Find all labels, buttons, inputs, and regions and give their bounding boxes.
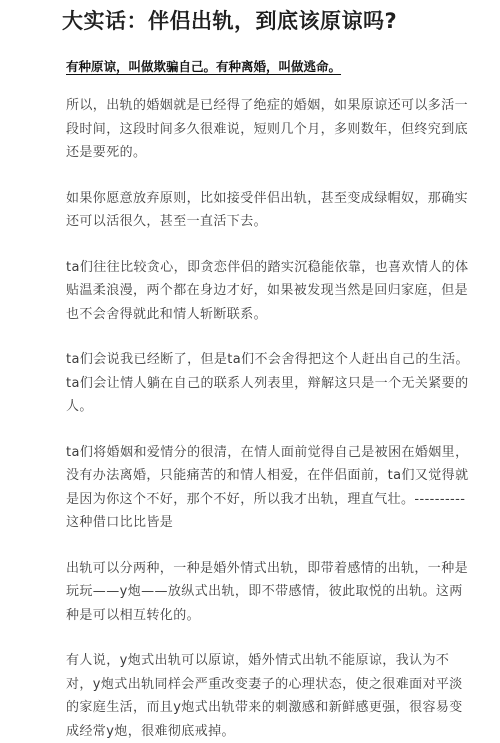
paragraph: 有人说，y炮式出轨可以原谅，婚外情式出轨不能原谅，我认为不对，y炮式出轨同样会严重改变妻子的心理状态，使之很难面对平淡的家庭生活，而且y炮式出轨带来的刺激感和新鲜感更强，很容易变成经常y炮，很难彻底戒掉。 bbox=[66, 653, 463, 739]
paragraph: 出轨可以分两种，一种是婚外情式出轨，即带着感情的出轨，一种是玩玩——y炮——放纵式出轨，即不带感情，彼此取悦的出轨。这两种是可以相互转化的。 bbox=[66, 560, 469, 623]
paragraph: ta们将婚姻和爱情分的很清，在情人面前觉得自己是被困在婚姻里，没有办法离婚，只能痛苦的和情人相爱，在伴侣面前，ta们又觉得就是因为你这个不好，那个不好，所以我才出轨，理直气壮。----------这种借口比比皆是 bbox=[66, 444, 469, 530]
article-lead: 有种原谅，叫做欺骗自己。有种离婚，叫做逃命。 bbox=[66, 59, 342, 74]
paragraph: 所以，出轨的婚姻就是已经得了绝症的婚姻，如果原谅还可以多活一段时间，这段时间多久很难说，短则几个月，多则数年，但终究到底还是要死的。 bbox=[66, 98, 469, 160]
paragraph: ta们往往比较贪心，即贪恋伴侣的踏实沉稳能依靠，也喜欢情人的体贴温柔浪漫，两个都在身边才好，如果被发现当然是回归家庭，但是也不会舍得就此和情人斩断联系。 bbox=[66, 259, 469, 322]
paragraph: 如果你愿意放弃原则，比如接受伴侣出轨，甚至变成绿帽奴，那确实还可以活很久，甚至一直活下去。 bbox=[66, 190, 469, 229]
article-body bbox=[0, 76, 500, 743]
paragraph: ta们会说我已经断了，但是ta们不会舍得把这个人赶出自己的生活。ta们会让情人躺在自己的联系人列表里，辩解这只是一个无关紧要的人。 bbox=[66, 352, 469, 414]
article-title: 大实话：伴侣出轨，到底该原谅吗? bbox=[62, 9, 398, 33]
